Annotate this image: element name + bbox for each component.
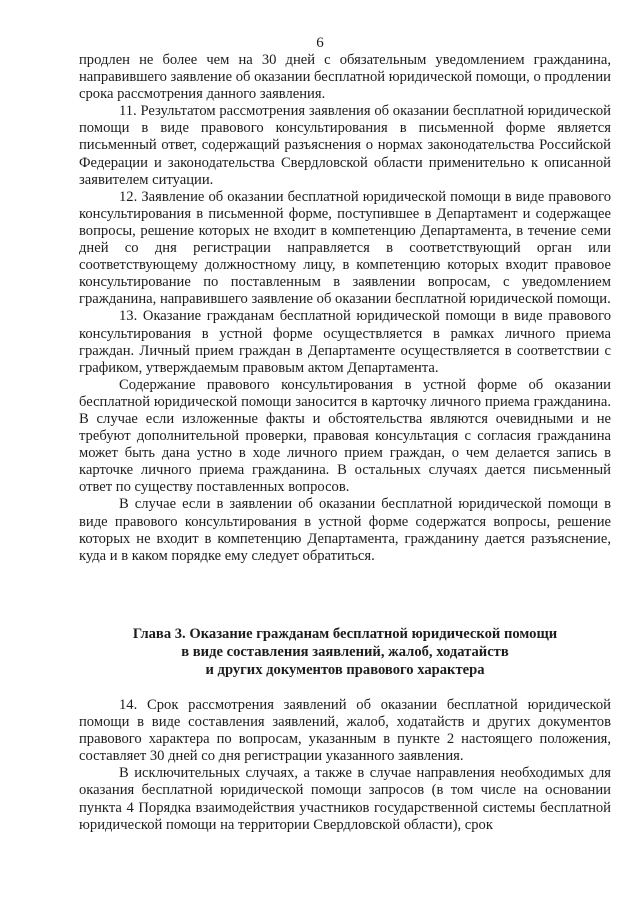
chapter-heading-line-2: в виде составления заявлений, жалоб, ходатайств (181, 644, 509, 660)
paragraph-13-content: Содержание правового консультирования в устной форме об оказании бесплатной юридической помощи заносится в карточку личного приема гражданина. В случае если изложенные факты и обстоятельства являются очевидными и не требуют дополнительной проверки, правовая консультация с согласия гражданина может быть дана устно в ходе личного прием граждан, о чем делается запись в карточке личного приема гражданина. В остальных случаях дается письменный ответ по существу поставленных вопросов. (79, 376, 611, 496)
paragraph-13: 13. Оказание гражданам бесплатной юридической помощи в виде правового консультирования в устной форме осуществляется в рамках личного приема граждан. Личный прием граждан в Департаменте осуществляется в соответствии с графиком, утверждаемым правовым актом Департамента. (79, 308, 611, 376)
chapter-heading (79, 625, 611, 679)
body-text-top (79, 52, 611, 565)
paragraph-14-exceptional: В исключительных случаях, а также в случае направления необходимых для оказания бесплатной юридической помощи запросов (в том числе на основании пункта 4 Порядка взаимодействия участников государственной системы бесплатной юридической помощи на территории Свердловской области), срок (79, 765, 611, 833)
chapter-heading-line-3: и других документов правового характера (205, 662, 485, 678)
chapter-heading-line-1: Глава 3. Оказание гражданам бесплатной юридической помощи (132, 626, 558, 642)
paragraph-continuation: продлен не более чем на 30 дней с обязательным уведомлением гражданина, направившего заявление об оказании бесплатной юридической помощи, о продлении срока рассмотрения данного заявления. (79, 52, 611, 103)
page-number: 6 (316, 35, 324, 51)
paragraph-13-competence: В случае если в заявлении об оказании бесплатной юридической помощи в виде правового консультирования в устной форме содержатся вопросы, решение которых не входит в компетенцию Департамента, гражданину дается разъяснение, куда и в каком порядке ему следует обратиться. (79, 496, 611, 564)
body-text-bottom (79, 697, 611, 834)
paragraph-14: 14. Срок рассмотрения заявлений об оказании бесплатной юридической помощи в виде составления заявлений, жалоб, ходатайств и других документов правового характера по вопросам, указанным в пункте 2 настоящего положения, составляет 30 дней со дня регистрации указанного заявления. (79, 697, 611, 765)
paragraph-11: 11. Результатом рассмотрения заявления об оказании бесплатной юридической помощи в виде правового консультирования в письменной форме является письменный ответ, содержащий разъяснения о нормах законодательства Российской Федерации и законодательства Свердловской области применительно к описанной заявителем ситуации. (79, 103, 611, 188)
paragraph-12: 12. Заявление об оказании бесплатной юридической помощи в виде правового консультирования в письменной форме, поступившее в Департамент и содержащее вопросы, решение которых не входит в компетенцию Департамента, в течение семи дней со дня регистрации направляется в соответствующий орган или соответствующему должностному лицу, в компетенцию которых входит правовое консультирование по поставленным в заявлении вопросам, с уведомлением гражданина, направившего заявление об оказании бесплатной юридической помощи. (79, 188, 611, 308)
